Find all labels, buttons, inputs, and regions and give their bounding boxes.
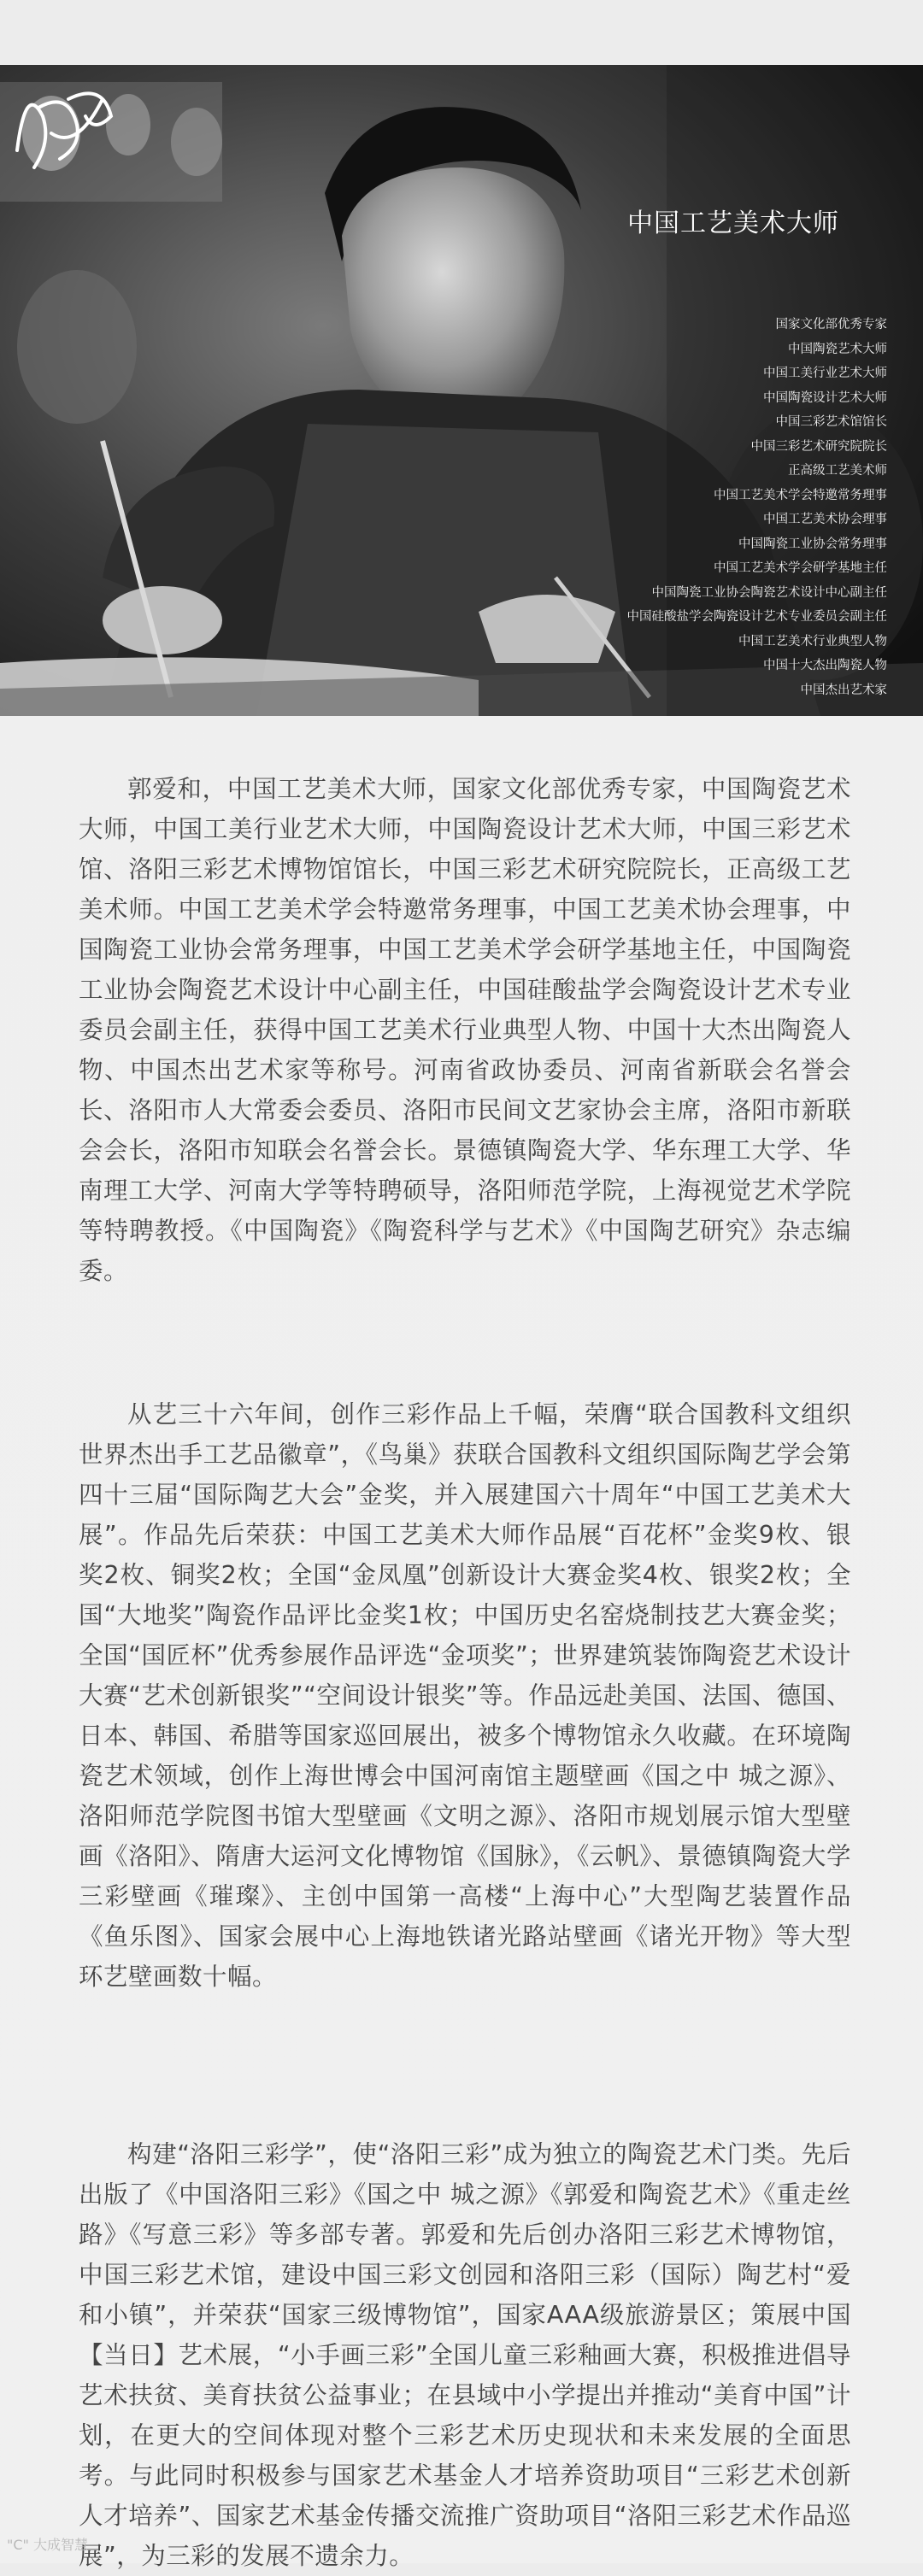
portrait-photo <box>0 65 923 716</box>
title-item: 中国工艺美术行业典型人物 <box>738 634 887 648</box>
title-item: 中国陶瓷设计艺术大师 <box>763 390 887 405</box>
bio-paragraph-3: 构建“洛阳三彩学”，使“洛阳三彩”成为独立的陶瓷艺术门类。先后出版了《中国洛阳三彩》《国之中 城之源》《郭爱和陶瓷艺术》《重走丝路》《写意三彩》等多部专著。郭爱和先后创办洛阳三彩艺术博物馆，中国三彩艺术馆，建设中国三彩文创园和洛阳三彩（国际）陶艺村“爱和小镇”，并荣获“国家三级博物馆”，国家AAA级旅游景区；策展中国【当日】艺术展，“小手画三彩”全国儿童三彩釉画大赛，积极推进倡导艺术扶贫、美育扶贫公益事业；在县域中小学提出并推动“美育中国”计划，在更大的空间体现对整个三彩艺术历史现状和未来发展的全面思考。与此同时积极参与国家艺术基金人才培养资助项目“三彩艺术创新人才培养”、国家艺术基金传播交流推广资助项目“洛阳三彩艺术作品巡展”，为三彩的发展不遗余力。 <box>79 2140 851 2570</box>
bio-paragraph-1: 郭爱和，中国工艺美术大师，国家文化部优秀专家，中国陶瓷艺术大师，中国工美行业艺术大师，中国陶瓷设计艺术大师，中国三彩艺术馆、洛阳三彩艺术博物馆馆长，中国三彩艺术研究院院长，正高级工艺美术师。中国工艺美术学会特邀常务理事，中国工艺美术协会理事，中国陶瓷工业协会常务理事，中国工艺美术学会研学基地主任，中国陶瓷工业协会陶瓷艺术设计中心副主任，中国硅酸盐学会陶瓷设计艺术专业委员会副主任，获得中国工艺美术行业典型人物、中国十大杰出陶瓷人物、中国杰出艺术家等称号。河南省政协委员、河南省新联会名誉会长、洛阳市人大常委会委员、洛阳市民间文艺家协会主席，洛阳市新联会会长，洛阳市知联会名誉会长。景德镇陶瓷大学、华东理工大学、华南理工大学、河南大学等特聘硕导，洛阳师范学院，上海视觉艺术学院等特聘教授。《中国陶瓷》《陶瓷科学与艺术》《中国陶艺研究》杂志编委。 <box>79 775 851 1285</box>
title-item: 正高级工艺美术师 <box>788 464 887 478</box>
bio-paragraph-2: 从艺三十六年间，创作三彩作品上千幅，荣膺“联合国教科文组织世界杰出手工艺品徽章”，《鸟巢》获联合国教科文组织国际陶艺学会第四十三届“国际陶艺大会”金奖，并入展建国六十周年“中国工艺美术大展”。作品先后荣获：中国工艺美术大师作品展“百花杯”金奖9枚、银奖2枚、铜奖2枚；全国“金凤凰”创新设计大赛金奖4枚、银奖2枚；全国“大地奖”陶瓷作品评比金奖1枚；中国历史名窑烧制技艺大赛金奖；全国“国匠杯”优秀参展作品评选“金项奖”；世界建筑装饰陶瓷艺术设计大赛“艺术创新银奖”“空间设计银奖”等。作品远赴美国、法国、德国、日本、韩国、希腊等国家巡回展出，被多个博物馆永久收藏。在环境陶瓷艺术领域，创作上海世博会中国河南馆主题壁画《国之中 城之源》、洛阳师范学院图书馆大型壁画《文明之源》、洛阳市规划展示馆大型壁画《洛阳》、隋唐大运河文化博物馆《国脉》，《云帆》、景德镇陶瓷大学三彩壁画《璀璨》、主创中国第一高楼“上海中心”大型陶艺装置作品《鱼乐图》、国家会展中心上海地铁诸光路站壁画《诸光开物》等大型环艺壁画数十幅。 <box>79 1400 851 1991</box>
title-item: 中国三彩艺术研究院院长 <box>750 439 887 454</box>
title-item: 中国十大杰出陶瓷人物 <box>763 659 887 672</box>
title-item: 中国陶瓷工业协会常务理事 <box>738 537 887 551</box>
title-item: 中国工美行业艺术大师 <box>763 367 887 380</box>
title-item: 中国三彩艺术馆馆长 <box>775 415 887 429</box>
title-list <box>494 313 887 702</box>
title-item: 中国工艺美术协会理事 <box>763 513 887 526</box>
title-item: 中国杰出艺术家 <box>800 683 887 697</box>
title-item: 中国工艺美术学会研学基地主任 <box>714 561 887 575</box>
title-item: 中国工艺美术学会特邀常务理事 <box>714 488 887 502</box>
title-item: 国家文化部优秀专家 <box>775 318 887 332</box>
watermark: "C" 大成智慧 <box>7 2537 88 2553</box>
signature-image <box>0 65 120 185</box>
title-item: 中国陶瓷工业协会陶瓷艺术设计中心副主任 <box>651 585 887 600</box>
title-item: 中国陶瓷艺术大师 <box>788 342 887 356</box>
master-title: 中国工艺美术大师 <box>627 208 839 238</box>
title-item: 中国硅酸盐学会陶瓷设计艺术专业委员会副主任 <box>626 610 887 624</box>
